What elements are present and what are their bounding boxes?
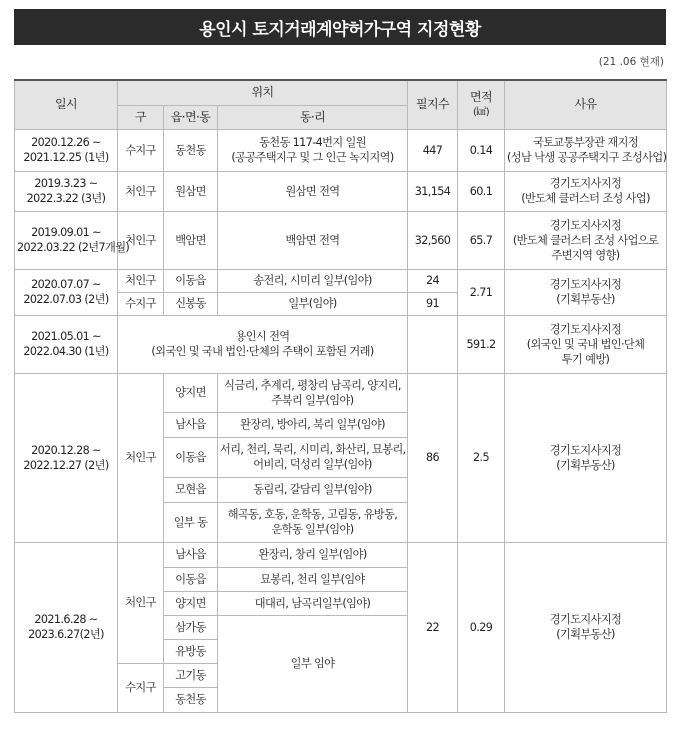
parcels-cell [408,315,458,373]
ri-cell: 완장리, 창리 일부(임야) [218,542,408,567]
header-area [458,80,505,129]
area-cell: 2.71 [458,269,505,315]
gu-cell: 수지구 [118,129,164,171]
date-start: 2021.05.01 ~ [31,330,101,343]
ri-line: 해곡동, 호동, 운학동, 고림동, 유방동, [227,508,398,521]
table-row [15,542,667,567]
area-cell: 0.29 [458,542,505,712]
dong-cell: 삼가동 [164,615,218,639]
dong-cell: 양지면 [164,373,218,412]
ri-line: 운학동 일부(임야) [271,523,354,536]
date-end: 2022.3.22 (3년) [26,192,106,205]
date-end: 2021.12.25 (1년) [23,151,109,164]
date-start: 2020.07.07 ~ [31,278,101,291]
parcels-cell: 32,560 [408,211,458,269]
header-parcels: 필지수 [408,80,458,129]
header-gu: 구 [118,105,164,129]
parcels-cell: 447 [408,129,458,171]
dong-cell: 이동읍 [164,567,218,591]
location-line: 용인시 전역 [235,330,290,343]
date-end: 2023.6.27(2년) [28,628,104,641]
area-cell: 60.1 [458,171,505,211]
dong-cell: 동천동 [164,687,218,712]
date-start: 2021.6.28 ~ [34,613,98,626]
reason-line: (반도체 클러스터 조성 사업) [521,192,650,205]
date-end: 2022.07.03 (2년) [23,293,109,306]
dong-cell: 양지면 [164,591,218,615]
date-end: 2022.03.22 (2년7개월) [17,241,130,254]
designation-table [14,79,667,713]
parcels-cell: 86 [408,373,458,542]
gu-cell: 처인구 [118,373,164,542]
reason-line: 경기도지사지정 [549,322,622,336]
parcels-cell: 24 [408,269,458,292]
gu-cell: 처인구 [118,269,164,292]
table-row [15,129,667,171]
as-of-date: (21 .06 현재) [598,56,664,68]
ri-cell: 대대리, 남곡리일부(임야) [218,591,408,615]
date-end: 2022.12.27 (2년) [23,458,109,472]
date-start: 2020.12.26 ~ [31,136,101,149]
reason-line: (기획부동산) [556,293,615,306]
header-reason: 사유 [505,80,667,129]
table-row [15,373,667,412]
gu-cell: 처인구 [118,171,164,211]
header-location: 위치 [118,80,408,105]
reason-line: 주변지역 영향) [551,248,620,262]
table-row [15,269,667,292]
reason-line: (성남 낙생 공공주택지구 조성사업) [507,151,667,164]
ri-cell: 묘봉리, 천리 일부(임야 [218,567,408,591]
reason-line: 경기도지사지정 [549,613,622,626]
table-row [15,171,667,211]
parcels-cell: 91 [408,292,458,315]
ri-cell: 완장리, 방아리, 북리 일부(임야) [218,412,408,437]
dong-cell: 일부 동 [164,502,218,542]
area-cell: 0.14 [458,129,505,171]
dong-cell: 이동읍 [164,269,218,292]
location-line: (외국인 및 국내 법인·단체의 주택이 포함된 거래) [151,345,374,358]
header-dongri: 동·리 [218,105,408,129]
gu-cell: 처인구 [118,542,164,663]
ri-line: 식금리, 추계리, 평창리 남곡리, 양지리, [224,378,401,392]
ri-cell: 송전리, 시미리 일부(임야) [218,269,408,292]
ri-line: (공공주택지구 및 그 인근 녹지지역) [231,151,394,164]
reason-line: 경기도지사지정 [549,278,622,291]
header-eupmyeondong: 읍·면·동 [164,105,218,129]
parcels-cell: 22 [408,542,458,712]
ri-cell: 일부 임야 [218,615,408,712]
ri-line: 어비리, 덕성리 일부(임야) [253,458,372,471]
date-start: 2019.09.01 ~ [31,226,101,239]
gu-cell: 수지구 [118,292,164,315]
dong-cell: 유방동 [164,639,218,663]
reason-line: 경기도지사지정 [549,177,622,190]
dong-cell: 남사읍 [164,542,218,567]
dong-cell: 이동읍 [164,437,218,477]
ri-line: 동천동 117-4번지 일원 [259,136,366,149]
reason-line: 국토교통부장관 재지정 [533,136,639,149]
table-row [15,211,667,269]
header-area-unit: (㎢) [473,106,490,118]
date-start: 2019.3.23 ~ [34,177,98,190]
reason-line: 경기도지사지정 [549,218,622,232]
ri-cell: 백암면 전역 [218,211,408,269]
table-row [15,315,667,373]
dong-cell: 남사읍 [164,412,218,437]
page-title: 용인시 토지거래계약허가구역 지정현황 [14,9,666,45]
reason-line: 투기 예방) [561,352,610,366]
reason-line: (외국인 및 국내 법인·단체 [526,337,645,351]
header-date: 일시 [15,80,118,129]
parcels-cell: 31,154 [408,171,458,211]
ri-line: 서리, 천리, 묵리, 시미리, 화산리, 묘봉리, [220,443,406,456]
dong-cell: 동천동 [164,129,218,171]
dong-cell: 신봉동 [164,292,218,315]
gu-cell: 수지구 [118,663,164,712]
area-cell: 591.2 [458,315,505,373]
area-cell: 2.5 [458,373,505,542]
header-area-label: 면적 [470,89,493,104]
ri-line: 주북리 일부(임야) [271,393,354,407]
dong-cell: 모현읍 [164,477,218,502]
dong-cell: 원삼면 [164,171,218,211]
date-start: 2020.12.28 ~ [31,443,101,457]
ri-cell: 일부(임야) [218,292,408,315]
ri-cell: 동림리, 갈담리 일부(임야) [218,477,408,502]
reason-line: (기획부동산) [556,458,615,472]
area-cell: 65.7 [458,211,505,269]
gu-cell: 처인구 [118,211,164,269]
reason-line: 경기도지사지정 [549,443,622,457]
date-end: 2022.04.30 (1년) [23,345,109,358]
dong-cell: 백암면 [164,211,218,269]
reason-line: (반도체 클러스터 조성 사업으로 [512,233,659,247]
ri-cell: 원삼면 전역 [218,171,408,211]
dong-cell: 고기동 [164,663,218,687]
reason-line: (기획부동산) [556,628,615,641]
